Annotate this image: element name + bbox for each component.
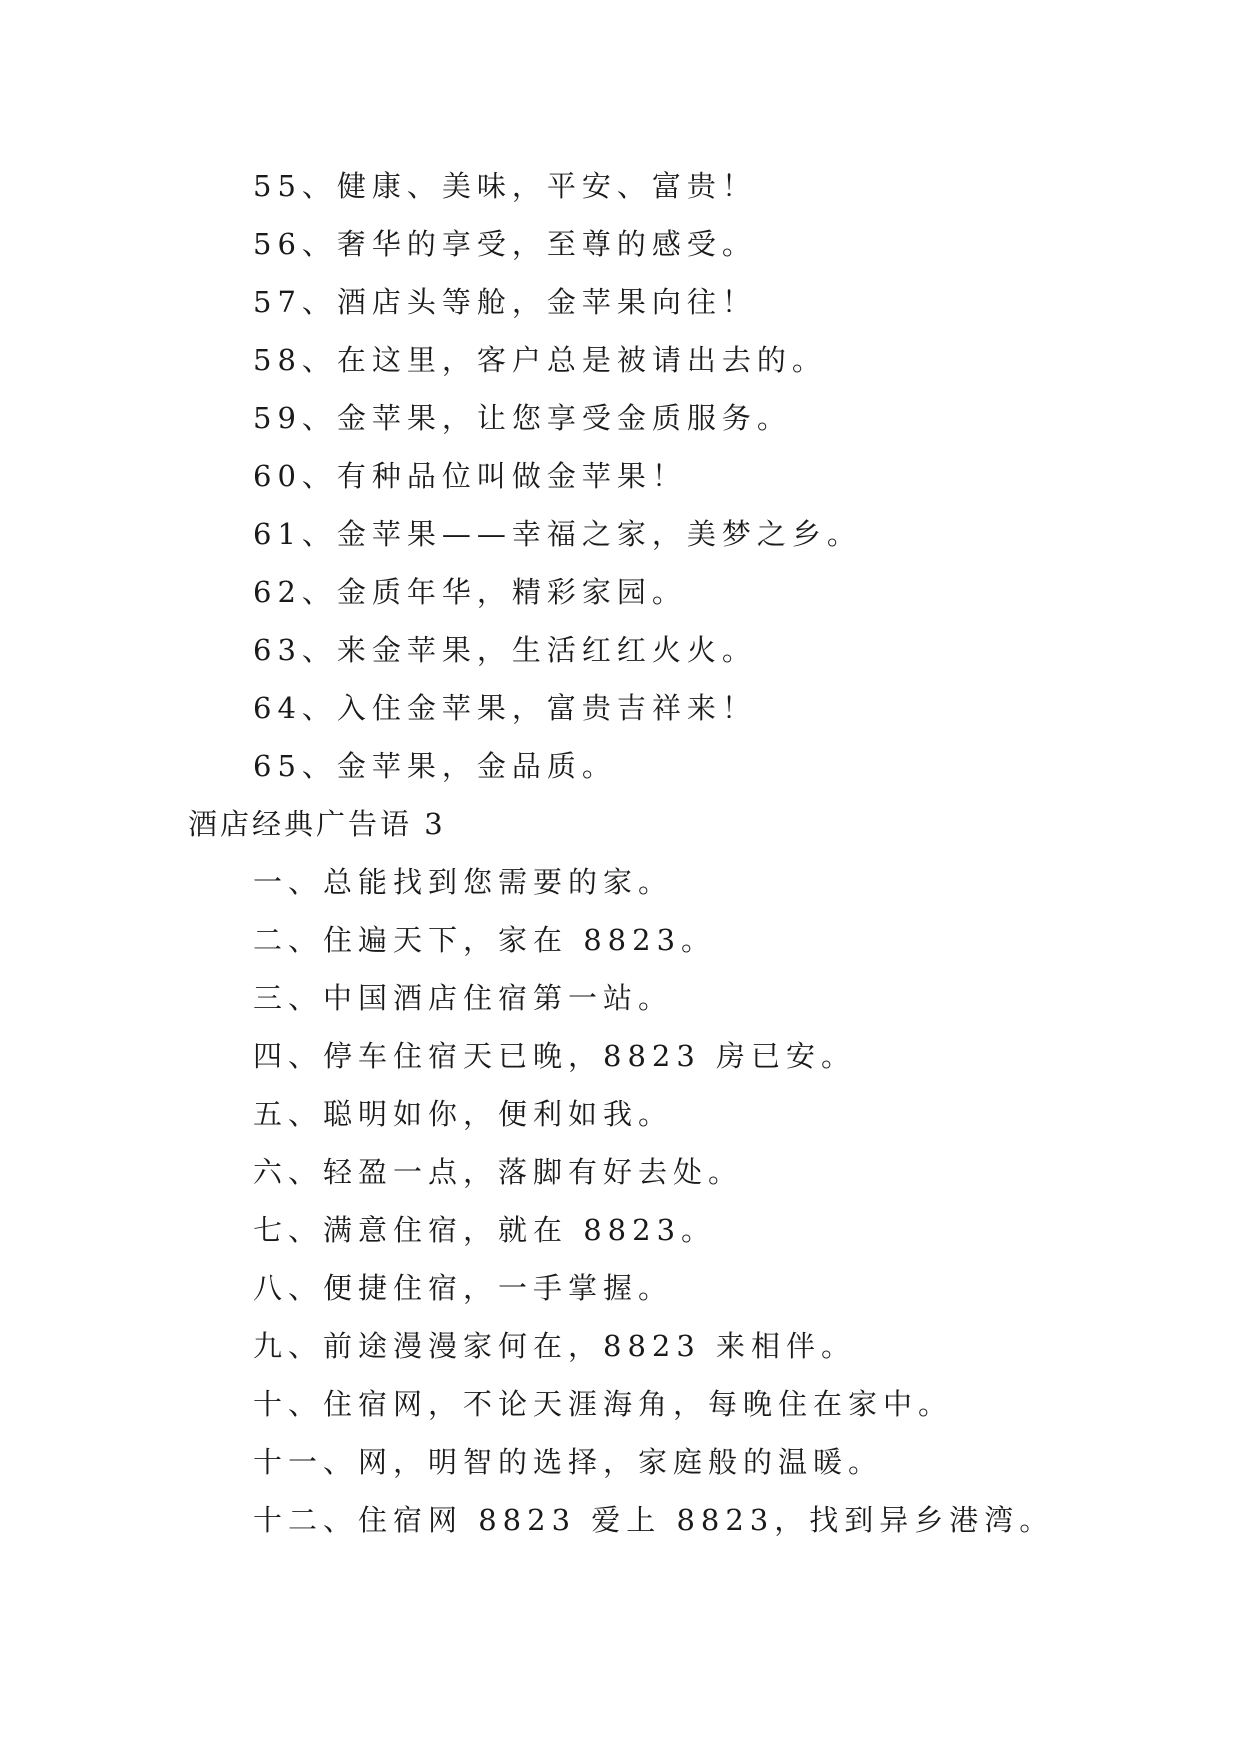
slogan-11: 十一、网，明智的选择，家庭般的温暖。	[253, 1445, 884, 1479]
slogan-2: 二、住遍天下，家在 8823。	[253, 923, 717, 957]
slogan-12: 十二、住宿网 8823 爱上 8823，找到异乡港湾。	[253, 1503, 1055, 1537]
slogan-55: 55、健康、美味，平安、富贵！	[253, 169, 757, 203]
slogan-1: 一、总能找到您需要的家。	[253, 865, 674, 899]
slogan-59: 59、金苹果，让您享受金质服务。	[253, 401, 792, 435]
slogan-58: 58、在这里，客户总是被请出去的。	[253, 343, 827, 377]
slogan-63: 63、来金苹果，生活红红火火。	[253, 633, 757, 667]
slogan-61: 61、金苹果——幸福之家，美梦之乡。	[253, 517, 862, 551]
slogan-65: 65、金苹果，金品质。	[253, 749, 617, 783]
slogan-64: 64、入住金苹果，富贵吉祥来！	[253, 691, 757, 725]
slogan-60: 60、有种品位叫做金苹果！	[253, 459, 687, 493]
slogan-9: 九、前途漫漫家何在，8823 来相伴。	[253, 1329, 857, 1363]
slogan-8: 八、便捷住宿，一手掌握。	[253, 1271, 674, 1305]
slogan-7: 七、满意住宿，就在 8823。	[253, 1213, 717, 1247]
slogan-4: 四、停车住宿天已晚，8823 房已安。	[253, 1039, 857, 1073]
slogan-3: 三、中国酒店住宿第一站。	[253, 981, 674, 1015]
slogan-57: 57、酒店头等舱，金苹果向往！	[253, 285, 757, 319]
slogan-10: 十、住宿网，不论天涯海角，每晚住在家中。	[253, 1387, 954, 1421]
section-heading: 酒店经典广告语 3	[188, 807, 446, 841]
slogan-6: 六、轻盈一点，落脚有好去处。	[253, 1155, 744, 1189]
slogan-5: 五、聪明如你，便利如我。	[253, 1097, 674, 1131]
slogan-62: 62、金质年华，精彩家园。	[253, 575, 687, 609]
slogan-56: 56、奢华的享受，至尊的感受。	[253, 227, 757, 261]
